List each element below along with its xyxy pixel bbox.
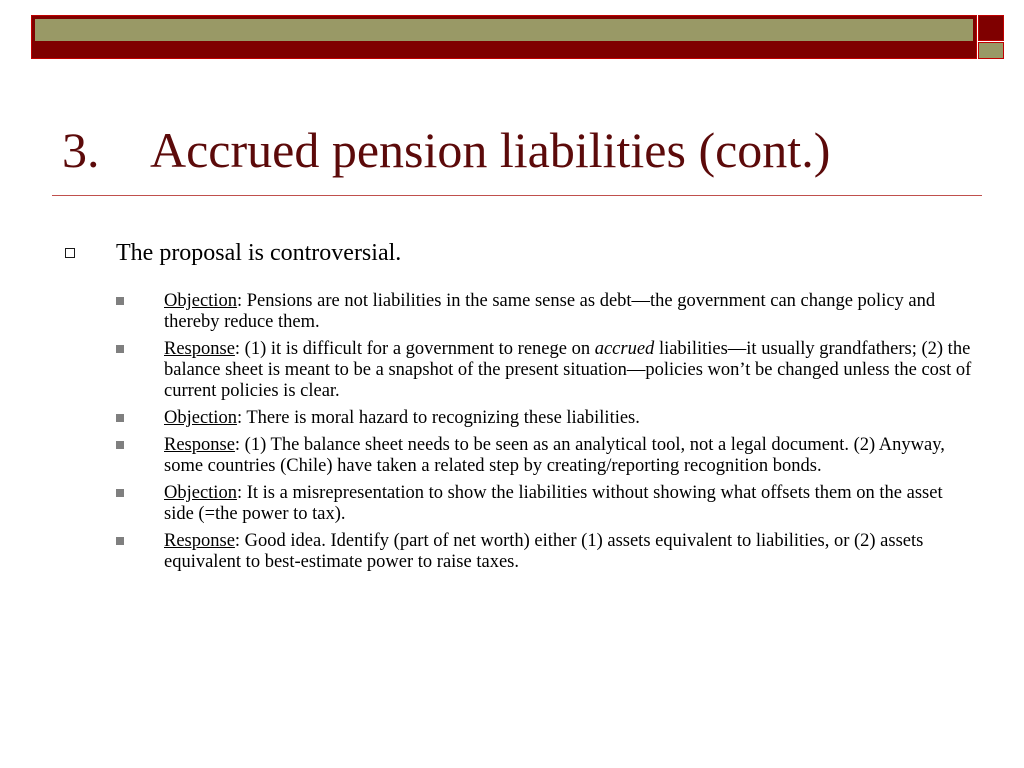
banner-corner-square-bottom — [978, 42, 1004, 59]
sub-bullet-term: Response — [164, 435, 235, 455]
sub-bullet-text: : There is moral hazard to recognizing these liabilities. — [236, 408, 640, 428]
sub-bullet-text: : Good idea. Identify (part of net worth) either (1) assets equivalent to liabilities, or (2) assets equivalent to best-estimate power to raise taxes. — [164, 531, 924, 572]
banner-stripe — [35, 19, 973, 41]
main-bullet-text: The proposal is controversial. — [116, 240, 402, 266]
main-bullet-item — [62, 236, 972, 270]
sub-bullet-item — [62, 291, 972, 333]
sub-bullet-text: : It is a misrepresentation to show the liabilities without showing what offsets them on the asset side (=the power to tax). — [164, 483, 943, 524]
hollow-square-bullet-icon — [65, 248, 75, 258]
sub-bullet-text: : Pensions are not liabilities in the same sense as debt—the government can change policy and thereby reduce them. — [164, 291, 936, 332]
square-bullet-icon — [116, 441, 124, 449]
square-bullet-icon — [116, 489, 124, 497]
header-banner — [0, 0, 1024, 62]
title-divider — [52, 195, 982, 196]
sub-bullet-item — [62, 483, 972, 525]
sub-bullet-term: Response — [164, 339, 235, 359]
sub-bullet-text-continued: liabilities—it usually grandfathers; (2) the balance sheet is meant to be a snapshot of the present situation—policies won’t be changed unless the cost of current policies is clear. — [164, 339, 972, 401]
square-bullet-icon — [116, 345, 124, 353]
slide-body — [62, 236, 972, 579]
sub-bullet-term: Objection — [164, 408, 237, 428]
sub-bullet-item — [62, 531, 972, 573]
banner-bar — [31, 15, 977, 59]
sub-bullet-emphasis: accrued — [594, 339, 655, 359]
square-bullet-icon — [116, 537, 124, 545]
sub-bullet-list — [62, 291, 972, 573]
sub-bullet-item — [62, 435, 972, 477]
sub-bullet-item — [62, 408, 972, 429]
slide-title-number: 3. — [62, 122, 100, 178]
banner-corner-square-top — [978, 15, 1004, 41]
sub-bullet-term: Objection — [164, 291, 237, 311]
sub-bullet-text: : (1) it is difficult for a government to renege on — [234, 339, 595, 359]
slide-title — [62, 118, 992, 182]
square-bullet-icon — [116, 297, 124, 305]
slide-title-text: Accrued pension liabilities (cont.) — [150, 122, 831, 178]
square-bullet-icon — [116, 414, 124, 422]
sub-bullet-term: Response — [164, 531, 235, 551]
sub-bullet-item — [62, 339, 972, 402]
sub-bullet-term: Objection — [164, 483, 237, 503]
sub-bullet-text: : (1) The balance sheet needs to be seen as an analytical tool, not a legal document. (2) Anyway, some countries (Chile) have taken a related step by creating/reporting recognition bonds. — [164, 435, 945, 476]
